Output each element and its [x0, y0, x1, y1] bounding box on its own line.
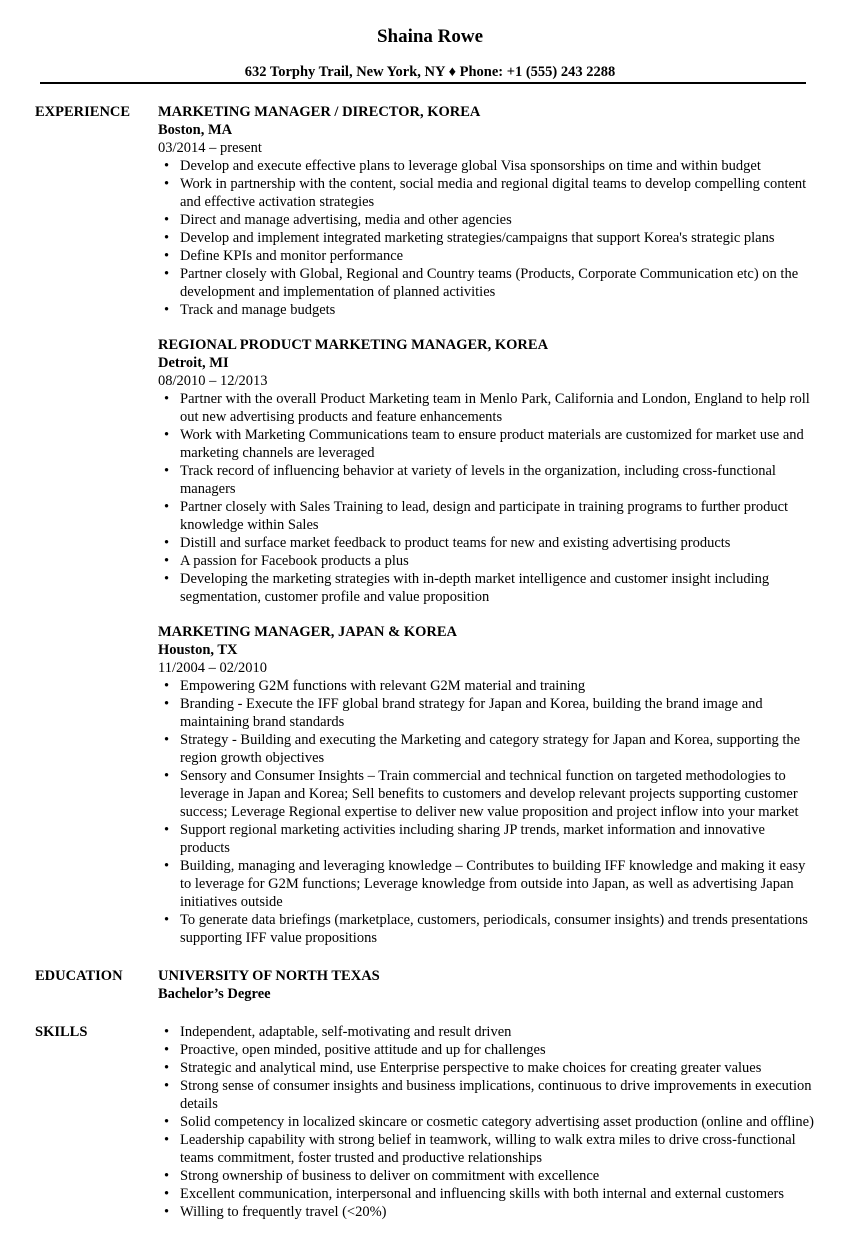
list-item: • Solid competency in localized skincare or cosmetic category advertising asset production (online and offline): [158, 1113, 815, 1131]
job-bullets: [158, 157, 815, 319]
job-location: Boston, MA: [158, 122, 233, 138]
job-entry: [158, 623, 815, 947]
job-dates: 08/2010 – 12/2013: [158, 373, 268, 389]
list-item: • Strong sense of consumer insights and business implications, continuous to drive improvements in execution details: [158, 1077, 815, 1113]
list-item: • Proactive, open minded, positive attitude and up for challenges: [158, 1041, 815, 1059]
job-dates: 03/2014 – present: [158, 140, 262, 156]
list-item: • Develop and implement integrated marketing strategies/campaigns that support Korea's strategic plans: [158, 229, 815, 247]
degree: Bachelor’s Degree: [158, 986, 271, 1002]
job-bullets: [158, 677, 815, 947]
job-entry: [158, 103, 815, 319]
list-item: • Develop and execute effective plans to leverage global Visa sponsorships on time and within budget: [158, 157, 815, 175]
list-item: • Sensory and Consumer Insights – Train commercial and technical function on targeted methodologies to leverage in Japan and Korea; Sell benefits to customers and develop relevant projects supporting customer success; Leverage Regional expertise to deliver new value proposition and project inflow into your market: [158, 767, 815, 821]
job-entry: [158, 336, 815, 606]
job-dates: 11/2004 – 02/2010: [158, 660, 268, 676]
list-item: • Strategic and analytical mind, use Enterprise perspective to make choices for creating greater values: [158, 1059, 815, 1077]
section-title-education: EDUCATION: [35, 968, 123, 984]
list-item: • Leadership capability with strong belief in teamwork, willing to walk extra miles to drive cross-functional teams commitment, foster trusted and productive relationships: [158, 1131, 815, 1167]
skills-section: [35, 1023, 815, 1221]
section-title-experience: EXPERIENCE: [35, 104, 131, 120]
list-item: • Building, managing and leveraging knowledge – Contributes to building IFF knowledge and making it easy to leverage for G2M functions; Leverage knowledge from outside into Japan, as well as advertising Japan initiatives outside: [158, 857, 815, 911]
list-item: • Partner closely with Global, Regional and Country teams (Products, Corporate Communication etc) on the development and implementation of planned activities: [158, 265, 815, 301]
list-item: • Direct and manage advertising, media and other agencies: [158, 211, 815, 229]
list-item: • Independent, adaptable, self-motivating and result driven: [158, 1023, 815, 1041]
list-item: • Strong ownership of business to deliver on commitment with excellence: [158, 1167, 815, 1185]
list-item: • Work in partnership with the content, social media and regional digital teams to develop compelling content and effective activation strategies: [158, 175, 815, 211]
list-item: • Strategy - Building and executing the Marketing and category strategy for Japan and Korea, supporting the region growth objectives: [158, 731, 815, 767]
list-item: • Developing the marketing strategies with in-depth market intelligence and customer insight including segmentation, customer profile and value proposition: [158, 570, 815, 606]
list-item: • Empowering G2M functions with relevant G2M material and training: [158, 677, 815, 695]
list-item: • Willing to frequently travel (<20%): [158, 1203, 815, 1221]
section-title-skills: SKILLS: [35, 1024, 88, 1040]
list-item: • A passion for Facebook products a plus: [158, 552, 815, 570]
job-title: MARKETING MANAGER / DIRECTOR, KOREA: [158, 104, 481, 120]
resume-header: [0, 0, 860, 81]
list-item: • Work with Marketing Communications team to ensure product materials are customized for market use and marketing channels are leveraged: [158, 426, 815, 462]
skills-bullets: [158, 1023, 815, 1221]
list-item: • Track record of influencing behavior at variety of levels in the organization, including cross-functional managers: [158, 462, 815, 498]
job-title: MARKETING MANAGER, JAPAN & KOREA: [158, 624, 457, 640]
list-item: • Branding - Execute the IFF global brand strategy for Japan and Korea, building the brand image and maintaining brand standards: [158, 695, 815, 731]
school-name: UNIVERSITY OF NORTH TEXAS: [158, 968, 380, 984]
job-location: Houston, TX: [158, 642, 238, 658]
job-title: REGIONAL PRODUCT MARKETING MANAGER, KOREA: [158, 337, 549, 353]
list-item: • Define KPIs and monitor performance: [158, 247, 815, 265]
list-item: • Partner closely with Sales Training to lead, design and participate in training programs to further product knowledge within Sales: [158, 498, 815, 534]
contact-line: 632 Torphy Trail, New York, NY ♦ Phone: +1 (555) 243 2288: [244, 64, 616, 80]
list-item: • Support regional marketing activities including sharing JP trends, market information and innovative products: [158, 821, 815, 857]
list-item: • To generate data briefings (marketplace, customers, periodicals, consumer insights) and trends presentations supporting IFF value propositions: [158, 911, 815, 947]
experience-section: [35, 103, 815, 947]
job-location: Detroit, MI: [158, 355, 229, 371]
education-section: [35, 967, 815, 1003]
list-item: • Excellent communication, interpersonal and influencing skills with both internal and external customers: [158, 1185, 815, 1203]
candidate-name: Shaina Rowe: [376, 26, 484, 47]
list-item: • Distill and surface market feedback to product teams for new and existing advertising products: [158, 534, 815, 552]
job-bullets: [158, 390, 815, 606]
list-item: • Track and manage budgets: [158, 301, 815, 319]
list-item: • Partner with the overall Product Marketing team in Menlo Park, California and London, England to help roll out new advertising products and feature enhancements: [158, 390, 815, 426]
